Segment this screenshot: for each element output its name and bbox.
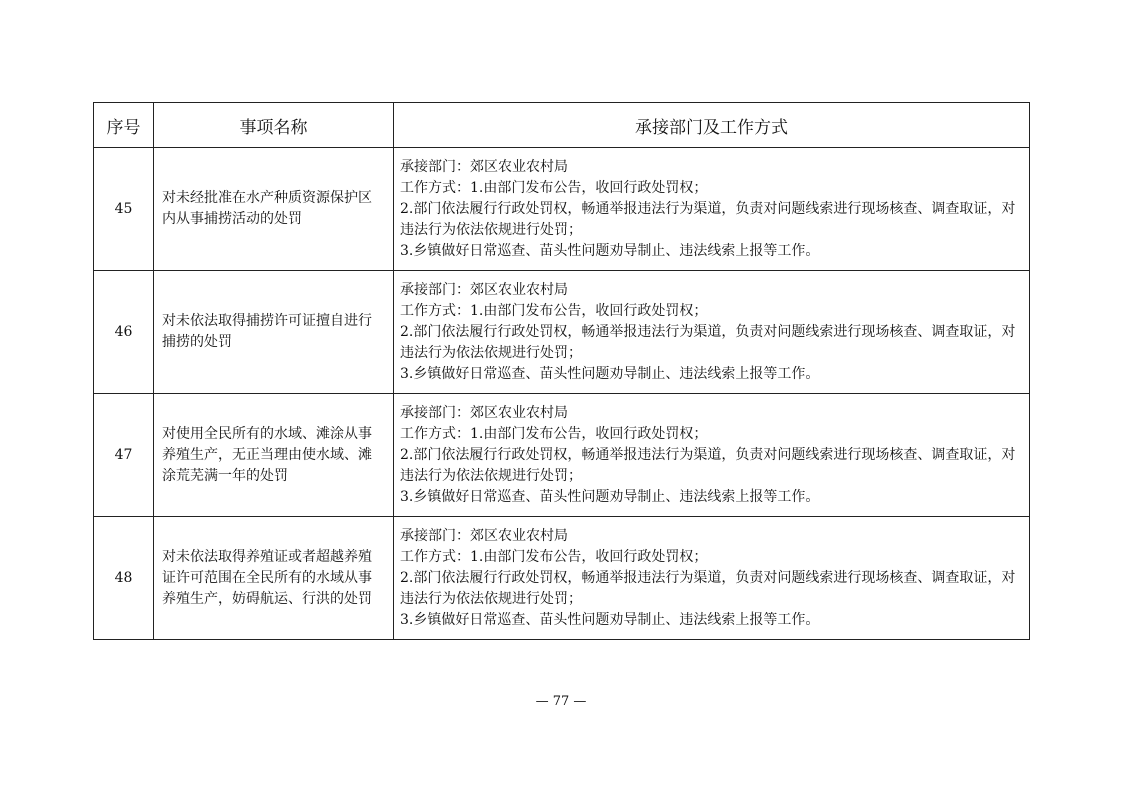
dept-method [394,394,1030,517]
dept-line: 承接部门：郊区农业农村局 [400,527,568,544]
method-line: 3.乡镇做好日常巡查、苗头性问题劝导制止、违法线索上报等工作。 [400,611,820,628]
page-number: — 77 — [535,694,587,709]
row-number: 47 [94,394,154,517]
header-row [94,103,1030,148]
table-row [94,394,1030,517]
method-line: 3.乡镇做好日常巡查、苗头性问题劝导制止、违法线索上报等工作。 [400,488,820,505]
header-name: 事项名称 [154,103,394,148]
method-line: 工作方式：1.由部门发布公告，收回行政处罚权； [400,548,708,565]
table-row [94,148,1030,271]
dept-line: 承接部门：郊区农业农村局 [400,158,568,175]
method-line: 3.乡镇做好日常巡查、苗头性问题劝导制止、违法线索上报等工作。 [400,242,820,259]
method-line: 工作方式：1.由部门发布公告，收回行政处罚权； [400,425,708,442]
item-name: 对未依法取得养殖证或者超越养殖证许可范围在全民所有的水域从事养殖生产，妨碍航运、行洪的处罚 [154,517,394,640]
header-no: 序号 [94,103,154,148]
item-name: 对使用全民所有的水域、滩涂从事养殖生产，无正当理由使水域、滩涂荒芜满一年的处罚 [154,394,394,517]
items-table [93,102,1030,640]
table-row [94,271,1030,394]
dept-method [394,148,1030,271]
method-line: 2.部门依法履行行政处罚权，畅通举报违法行为渠道，负责对问题线索进行现场核查、调查取证，对违法行为依法依规进行处罚； [400,446,1016,484]
dept-method [394,517,1030,640]
dept-method [394,271,1030,394]
method-line: 工作方式：1.由部门发布公告，收回行政处罚权； [400,302,708,319]
item-name: 对未经批准在水产种质资源保护区内从事捕捞活动的处罚 [154,148,394,271]
method-line: 2.部门依法履行行政处罚权，畅通举报违法行为渠道，负责对问题线索进行现场核查、调查取证，对违法行为依法依规进行处罚； [400,569,1016,607]
row-number: 46 [94,271,154,394]
method-line: 2.部门依法履行行政处罚权，畅通举报违法行为渠道，负责对问题线索进行现场核查、调查取证，对违法行为依法依规进行处罚； [400,200,1016,238]
row-number: 45 [94,148,154,271]
header-dept: 承接部门及工作方式 [394,103,1030,148]
dept-line: 承接部门：郊区农业农村局 [400,404,568,421]
table-row [94,517,1030,640]
method-line: 3.乡镇做好日常巡查、苗头性问题劝导制止、违法线索上报等工作。 [400,365,820,382]
row-number: 48 [94,517,154,640]
dept-line: 承接部门：郊区农业农村局 [400,281,568,298]
method-line: 2.部门依法履行行政处罚权，畅通举报违法行为渠道，负责对问题线索进行现场核查、调查取证，对违法行为依法依规进行处罚； [400,323,1016,361]
method-line: 工作方式：1.由部门发布公告，收回行政处罚权； [400,179,708,196]
item-name: 对未依法取得捕捞许可证擅自进行捕捞的处罚 [154,271,394,394]
